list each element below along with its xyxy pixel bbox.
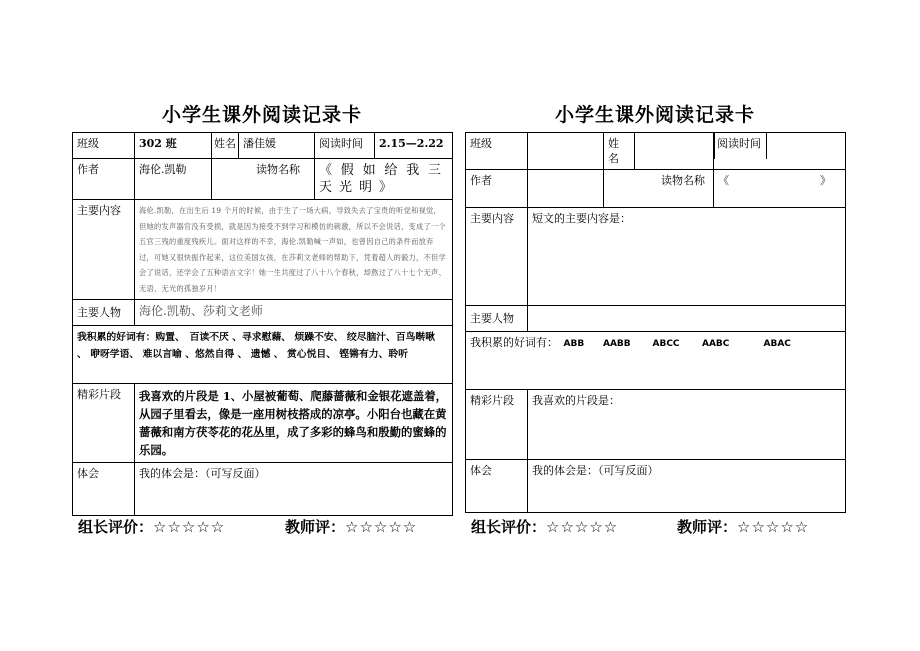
content-value: 海伦.凯勒，在出生后 19 个月的时候，由于生了一场大病，导致失去了宝贵的听觉和视觉，但她的发声器官没有受损，就是因为接受不到学习和模仿的刺激，所以不会说话，变成了一个五官三残的重度残疾儿。面对这样的不幸，海伦.凯勒喊一声如，也曾因自己的条件而放弃过，可她又很快振作起来，这位美国女孩，在莎莉文老师的帮助下，凭着超人的毅力，不但学会了说话，还学会了五种语言文字！她一生共度过了八十八个春秋，却熬过了八十七个无声、无语、无光的孤独岁月！ <box>135 200 453 300</box>
passage-value: 我喜欢的片段是 1、小屋被葡萄、爬藤蔷薇和金银花遮盖着，从园子里看去，像是一座用树枝搭成的凉亭。小阳台也藏在黄蔷薇和南方茯苓花的花丛里，成了多彩的蜂鸟和殷勤的蜜蜂的乐园。 <box>135 384 453 463</box>
passage-label: 精彩片段 <box>73 384 135 463</box>
reflection-label: 体会 <box>73 463 135 516</box>
class-label: 班级 <box>466 133 528 170</box>
reading-card-right <box>465 96 845 513</box>
name-value[interactable] <box>634 133 713 169</box>
reading-record-table <box>72 132 453 516</box>
words-cell[interactable] <box>466 332 846 390</box>
reading-card-left <box>72 96 452 516</box>
reading-record-table-blank <box>465 132 846 513</box>
teacher-eval-label: 教师评： <box>285 518 346 536</box>
reflection-value[interactable]: 我的体会是：（可写反面） <box>528 460 846 513</box>
leader-evaluation <box>78 516 225 537</box>
leader-eval-label: 组长评价： <box>78 518 154 536</box>
time-label: 阅读时间 <box>715 133 767 159</box>
leader-eval-label: 组长评价： <box>471 518 547 536</box>
book-value: 《假如给我三天光明》 <box>315 159 453 200</box>
star-rating[interactable]: ☆☆☆☆☆ <box>737 518 810 536</box>
word-pattern: ABCC <box>652 339 680 349</box>
star-rating[interactable]: ☆☆☆☆☆ <box>546 518 619 536</box>
word-pattern: AABB <box>603 339 631 349</box>
star-rating[interactable]: ☆☆☆☆☆ <box>153 518 226 536</box>
time-value: 2.15—2.22 <box>375 133 453 159</box>
teacher-eval-label: 教师评： <box>677 518 738 536</box>
card-title: 小学生课外阅读记录卡 <box>161 104 362 126</box>
book-open-bracket: 《 <box>718 174 729 187</box>
passage-label: 精彩片段 <box>466 390 528 460</box>
word-pattern: AABC <box>702 339 730 349</box>
word-pattern: ABAC <box>763 339 791 349</box>
reflection-value: 我的体会是：（可写反面） <box>135 463 453 516</box>
class-value: 302 班 <box>135 133 212 159</box>
reflection-label: 体会 <box>466 460 528 513</box>
star-rating[interactable]: ☆☆☆☆☆ <box>345 518 418 536</box>
time-label: 阅读时间 <box>315 133 375 159</box>
teacher-evaluation <box>285 516 417 537</box>
words-label: 我积累的好词有： <box>77 332 156 343</box>
time-value[interactable] <box>767 133 846 159</box>
author-label: 作者 <box>466 170 528 208</box>
name-label: 姓名 <box>604 133 634 169</box>
book-label: 读物名称 <box>212 159 315 200</box>
class-value[interactable] <box>528 133 604 170</box>
words-label: 我积累的好词有： <box>470 336 558 349</box>
characters-label: 主要人物 <box>466 306 528 332</box>
content-prompt[interactable]: 短文的主要内容是： <box>528 208 846 306</box>
content-label: 主要内容 <box>466 208 528 306</box>
characters-label: 主要人物 <box>73 300 135 326</box>
leader-evaluation <box>471 516 618 537</box>
book-close-bracket: 》 <box>820 174 831 187</box>
class-label: 班级 <box>73 133 135 159</box>
time-cell <box>714 133 846 170</box>
characters-value[interactable] <box>528 306 846 332</box>
card-title: 小学生课外阅读记录卡 <box>554 104 755 126</box>
author-value: 海伦.凯勒 <box>135 159 212 200</box>
name-label: 姓名 <box>212 133 239 159</box>
name-cell <box>604 133 714 170</box>
words-value: 购置、 百读不厌 、寻求慰藉、 烦躁不安、 绞尽脑汁、百鸟啭啾 、 咿呀学语、 难以言喻 、悠然自得 、 遗憾 、 赏心悦目、 铿锵有力、聆听 <box>77 332 436 360</box>
author-value[interactable] <box>528 170 604 208</box>
book-label: 读物名称 <box>604 170 714 208</box>
content-label: 主要内容 <box>73 200 135 300</box>
book-value[interactable] <box>714 170 846 208</box>
words-cell <box>73 326 453 384</box>
passage-prompt[interactable]: 我喜欢的片段是： <box>528 390 846 460</box>
name-value: 潘佳媛 <box>239 133 315 159</box>
author-label: 作者 <box>73 159 135 200</box>
teacher-evaluation <box>677 516 809 537</box>
word-pattern: ABB <box>563 339 585 349</box>
characters-value: 海伦.凯勒、莎莉文老师 <box>135 300 453 326</box>
